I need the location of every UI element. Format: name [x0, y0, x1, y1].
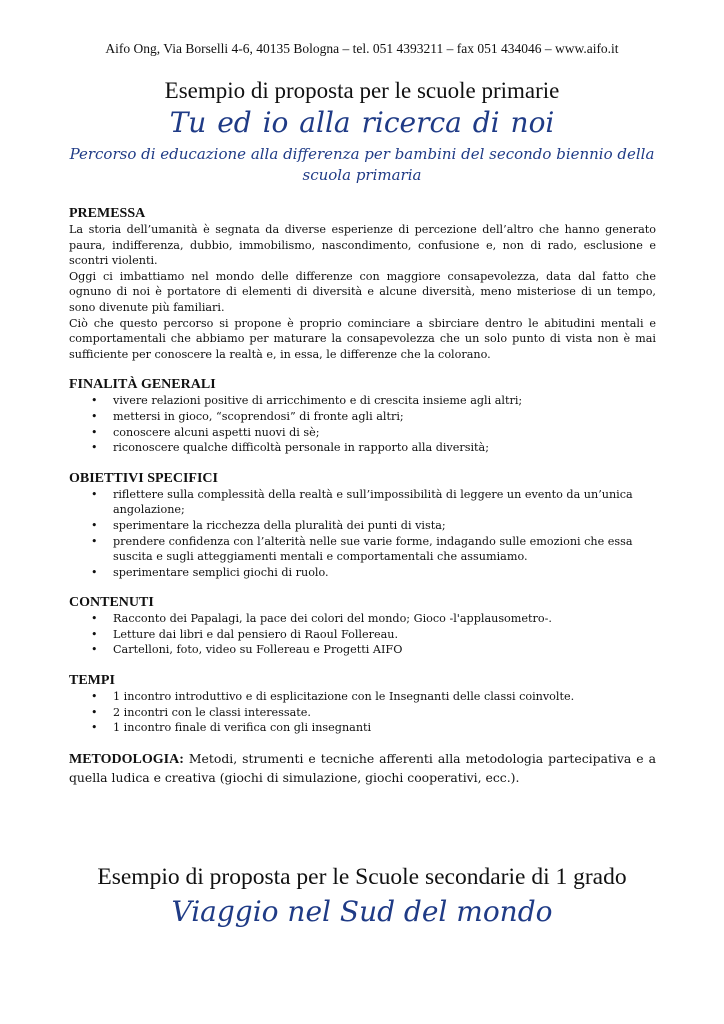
- metodologia-label: METODOLOGIA:: [69, 751, 184, 767]
- obiettivi-heading: OBIETTIVI SPECIFICI: [69, 470, 218, 486]
- contenuti-heading: CONTENUTI: [69, 595, 154, 611]
- metodologia-paragraph: [69, 750, 656, 787]
- list-item: • sperimentare la ricchezza della pluralità dei punti di vista;: [113, 518, 656, 534]
- finalita-list: [69, 393, 656, 455]
- proposal1-heading: Esempio di proposta per le scuole primarie: [164, 78, 560, 103]
- list-item: • 1 incontro finale di verifica con gli insegnanti: [113, 720, 656, 736]
- tempi-heading: TEMPI: [69, 673, 115, 689]
- premessa-paragraph: Oggi ci imbattiamo nel mondo delle differenze con maggiore consapevolezza, data dal fatto che ognuno di noi è portatore di elementi di diversità e alcune diversità, meno misteriose di un tempo, sono divenute più familiari.: [69, 269, 656, 314]
- premessa-paragraph: Ciò che questo percorso si propone è proprio cominciare a sbirciare dentro le abitudini mentali e comportamentali che abbiamo per maturare la consapevolezza che un solo punto di vista non è mai sufficiente per conoscere la realtà e, in essa, le differenze che la colorano.: [69, 316, 656, 361]
- list-item: • Racconto dei Papalagi, la pace dei colori del mondo; Gioco -l'applausometro-.: [113, 611, 656, 627]
- proposal1-body: [69, 205, 656, 787]
- proposal1-subtitle: Percorso di educazione alla differenza per bambini del secondo biennio della scuola primaria: [69, 145, 655, 184]
- list-item: • 2 incontri con le classi interessate.: [113, 705, 656, 721]
- list-item: • conoscere alcuni aspetti nuovi di sè;: [113, 425, 656, 441]
- list-item: • mettersi in gioco, “scoprendosi” di fronte agli altri;: [113, 409, 656, 425]
- list-item: • 1 incontro introduttivo e di esplicitazione con le Insegnanti delle classi coinvolte.: [113, 689, 656, 705]
- list-item: • riconoscere qualche difficoltà personale in rapporto alla diversità;: [113, 440, 656, 456]
- header-address: Aifo Ong, Via Borselli 4-6, 40135 Bologna – tel. 051 4393211 – fax 051 434046 – www.aifo.it: [105, 41, 619, 56]
- list-item: • Cartelloni, foto, video su Follereau e Progetti AIFO: [113, 642, 656, 658]
- finalita-heading: FINALITÀ GENERALI: [69, 377, 216, 393]
- proposal2-title: Viaggio nel Sud del mondo: [171, 895, 553, 928]
- metodologia-text: Metodi, strumenti e tecniche afferenti alla metodologia partecipativa e a quella ludica e creativa (giochi di simulazione, giochi cooperativi, ecc.).: [69, 750, 656, 785]
- premessa-heading: PREMESSA: [69, 206, 146, 221]
- list-item: • Letture dai libri e dal pensiero di Raoul Follereau.: [113, 627, 656, 643]
- list-item: • sperimentare semplici giochi di ruolo.: [113, 565, 656, 581]
- list-item: • vivere relazioni positive di arricchimento e di crescita insieme agli altri;: [113, 393, 656, 409]
- proposal1-title: Tu ed io alla ricerca di noi: [169, 106, 555, 139]
- proposal2-heading: Esempio di proposta per le Scuole secondarie di 1 grado: [97, 864, 627, 890]
- list-item: • prendere confidenza con l’alterità nelle sue varie forme, indagando sulle emozioni che essa suscita e sugli atteggiamenti mentali e comportamentali che assumiamo.: [113, 534, 656, 565]
- premessa-paragraph: La storia dell’umanità è segnata da diverse esperienze di percezione dell’altro che hanno generato paura, indifferenza, dubbio, immobilismo, nascondimento, confusione e, non di rado, esclusione e scontri violenti.: [69, 223, 656, 268]
- list-item: • riflettere sulla complessità della realtà e sull’impossibilità di leggere un evento da un’unica angolazione;: [113, 487, 656, 518]
- tempi-list: [69, 689, 656, 736]
- contenuti-list: [69, 611, 656, 658]
- obiettivi-list: [69, 487, 656, 581]
